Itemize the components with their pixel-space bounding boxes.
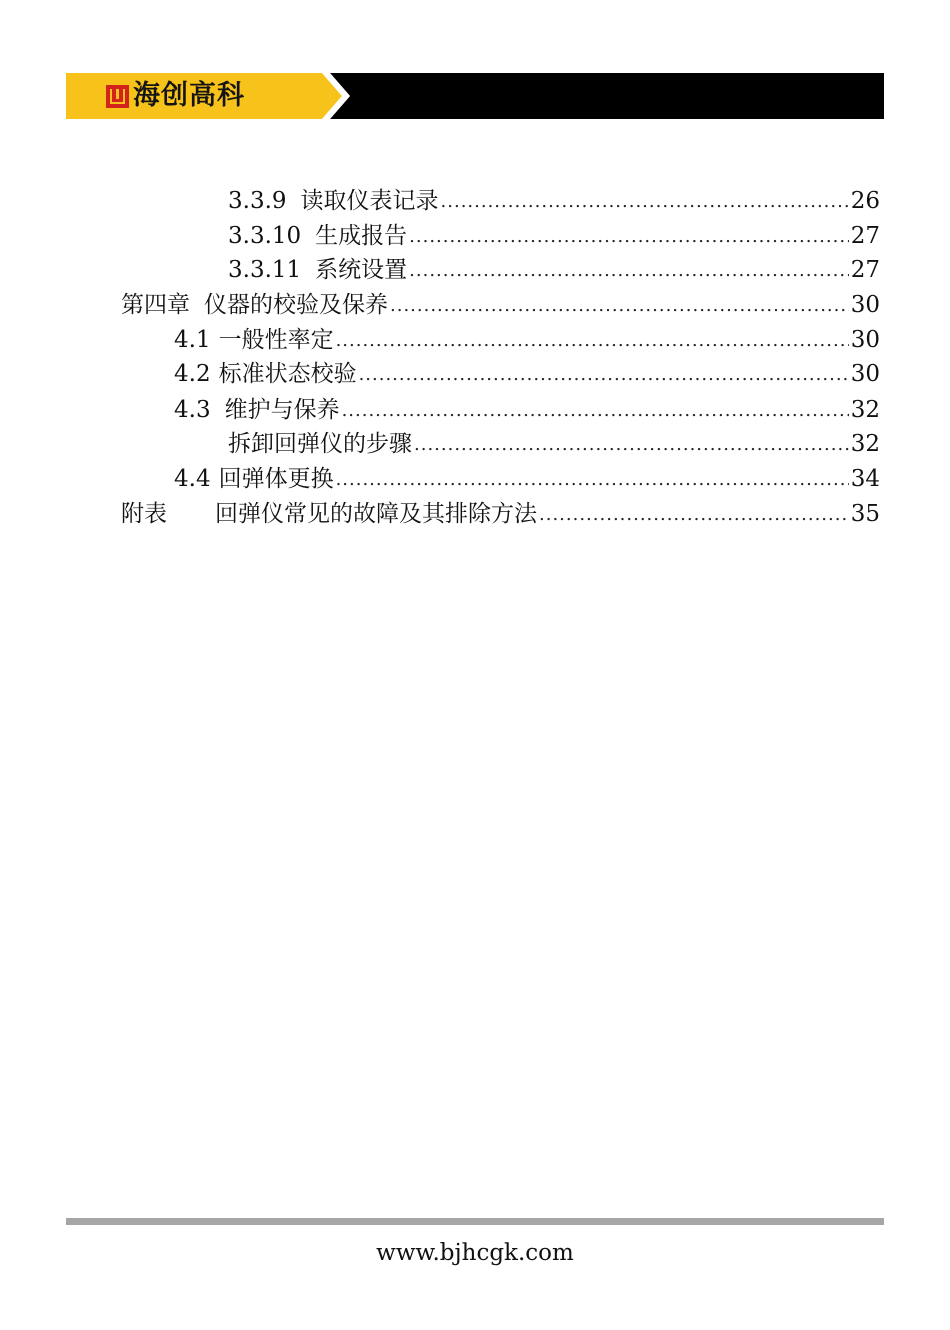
footer-website-link[interactable]: www.bjhcgk.com [376, 1240, 574, 1266]
toc-entry-number: 3.3.11 [228, 257, 302, 283]
toc-entry-3-3-10[interactable] [228, 220, 880, 252]
toc-dot-leader [441, 187, 849, 217]
toc-entry-title: 一般性率定 [218, 327, 334, 353]
toc-entry-page: 30 [850, 361, 880, 387]
toc-entry-4-4[interactable] [174, 463, 880, 495]
brand [106, 79, 245, 113]
toc-dot-leader [409, 222, 849, 252]
toc-entry-page: 34 [850, 466, 880, 492]
toc-dot-leader [539, 500, 849, 530]
toc-entry-3-3-9[interactable] [228, 185, 880, 217]
toc-entry-3-3-11[interactable] [228, 254, 880, 286]
toc-entry-number: 3.3.10 [228, 223, 302, 249]
toc-dot-leader [336, 326, 849, 356]
toc-entry-4-2[interactable] [174, 358, 880, 390]
toc-entry-title: 系统设置 [315, 257, 408, 283]
toc-dot-leader [390, 291, 849, 321]
toc-dot-leader [359, 360, 849, 390]
toc-dot-leader [342, 396, 849, 426]
toc-dot-leader [336, 465, 849, 495]
toc-entry-appendix[interactable] [121, 498, 880, 530]
toc-entry-title: 回弹仪常见的故障及其排除方法 [215, 501, 537, 527]
toc-entry-page: 30 [850, 292, 880, 318]
toc-entry-4-1[interactable] [174, 324, 880, 356]
toc-entry-number: 4.1 [174, 327, 211, 353]
toc-entry-page: 32 [850, 397, 880, 423]
toc-entry-title: 维护与保养 [224, 397, 340, 423]
toc-entry-title: 生成报告 [315, 223, 408, 249]
toc-dot-leader [409, 256, 849, 286]
brand-name: 海创高科 [133, 80, 245, 111]
header-banner [66, 73, 884, 119]
toc-entry-title: 回弹体更换 [218, 466, 334, 492]
toc-entry-page: 27 [850, 223, 880, 249]
footer-divider [66, 1218, 884, 1225]
toc-entry-title: 读取仪表记录 [300, 188, 439, 214]
toc-entry-title: 仪器的校验及保养 [204, 292, 388, 318]
brand-logo-icon [106, 85, 129, 108]
toc-entry-title: 拆卸回弹仪的步骤 [228, 431, 412, 457]
toc-entry-page: 27 [850, 257, 880, 283]
toc-dot-leader [414, 430, 849, 460]
toc-entry-number: 4.4 [174, 466, 211, 492]
toc-entry-disassembly-steps[interactable] [228, 428, 880, 460]
toc-entry-chapter-4[interactable] [121, 289, 880, 321]
toc-entry-number: 4.2 [174, 361, 211, 387]
toc-entry-number: 第四章 [121, 292, 190, 318]
toc-entry-number: 附表 [121, 501, 167, 527]
toc-entry-number: 3.3.9 [228, 188, 287, 214]
toc-entry-page: 26 [850, 188, 880, 214]
toc-entry-page: 32 [850, 431, 880, 457]
toc-entry-4-3[interactable] [174, 394, 880, 426]
toc-entry-page: 30 [850, 327, 880, 353]
toc-entry-page: 35 [850, 501, 880, 527]
toc-entry-title: 标准状态校验 [218, 361, 357, 387]
toc-entry-number: 4.3 [174, 397, 211, 423]
